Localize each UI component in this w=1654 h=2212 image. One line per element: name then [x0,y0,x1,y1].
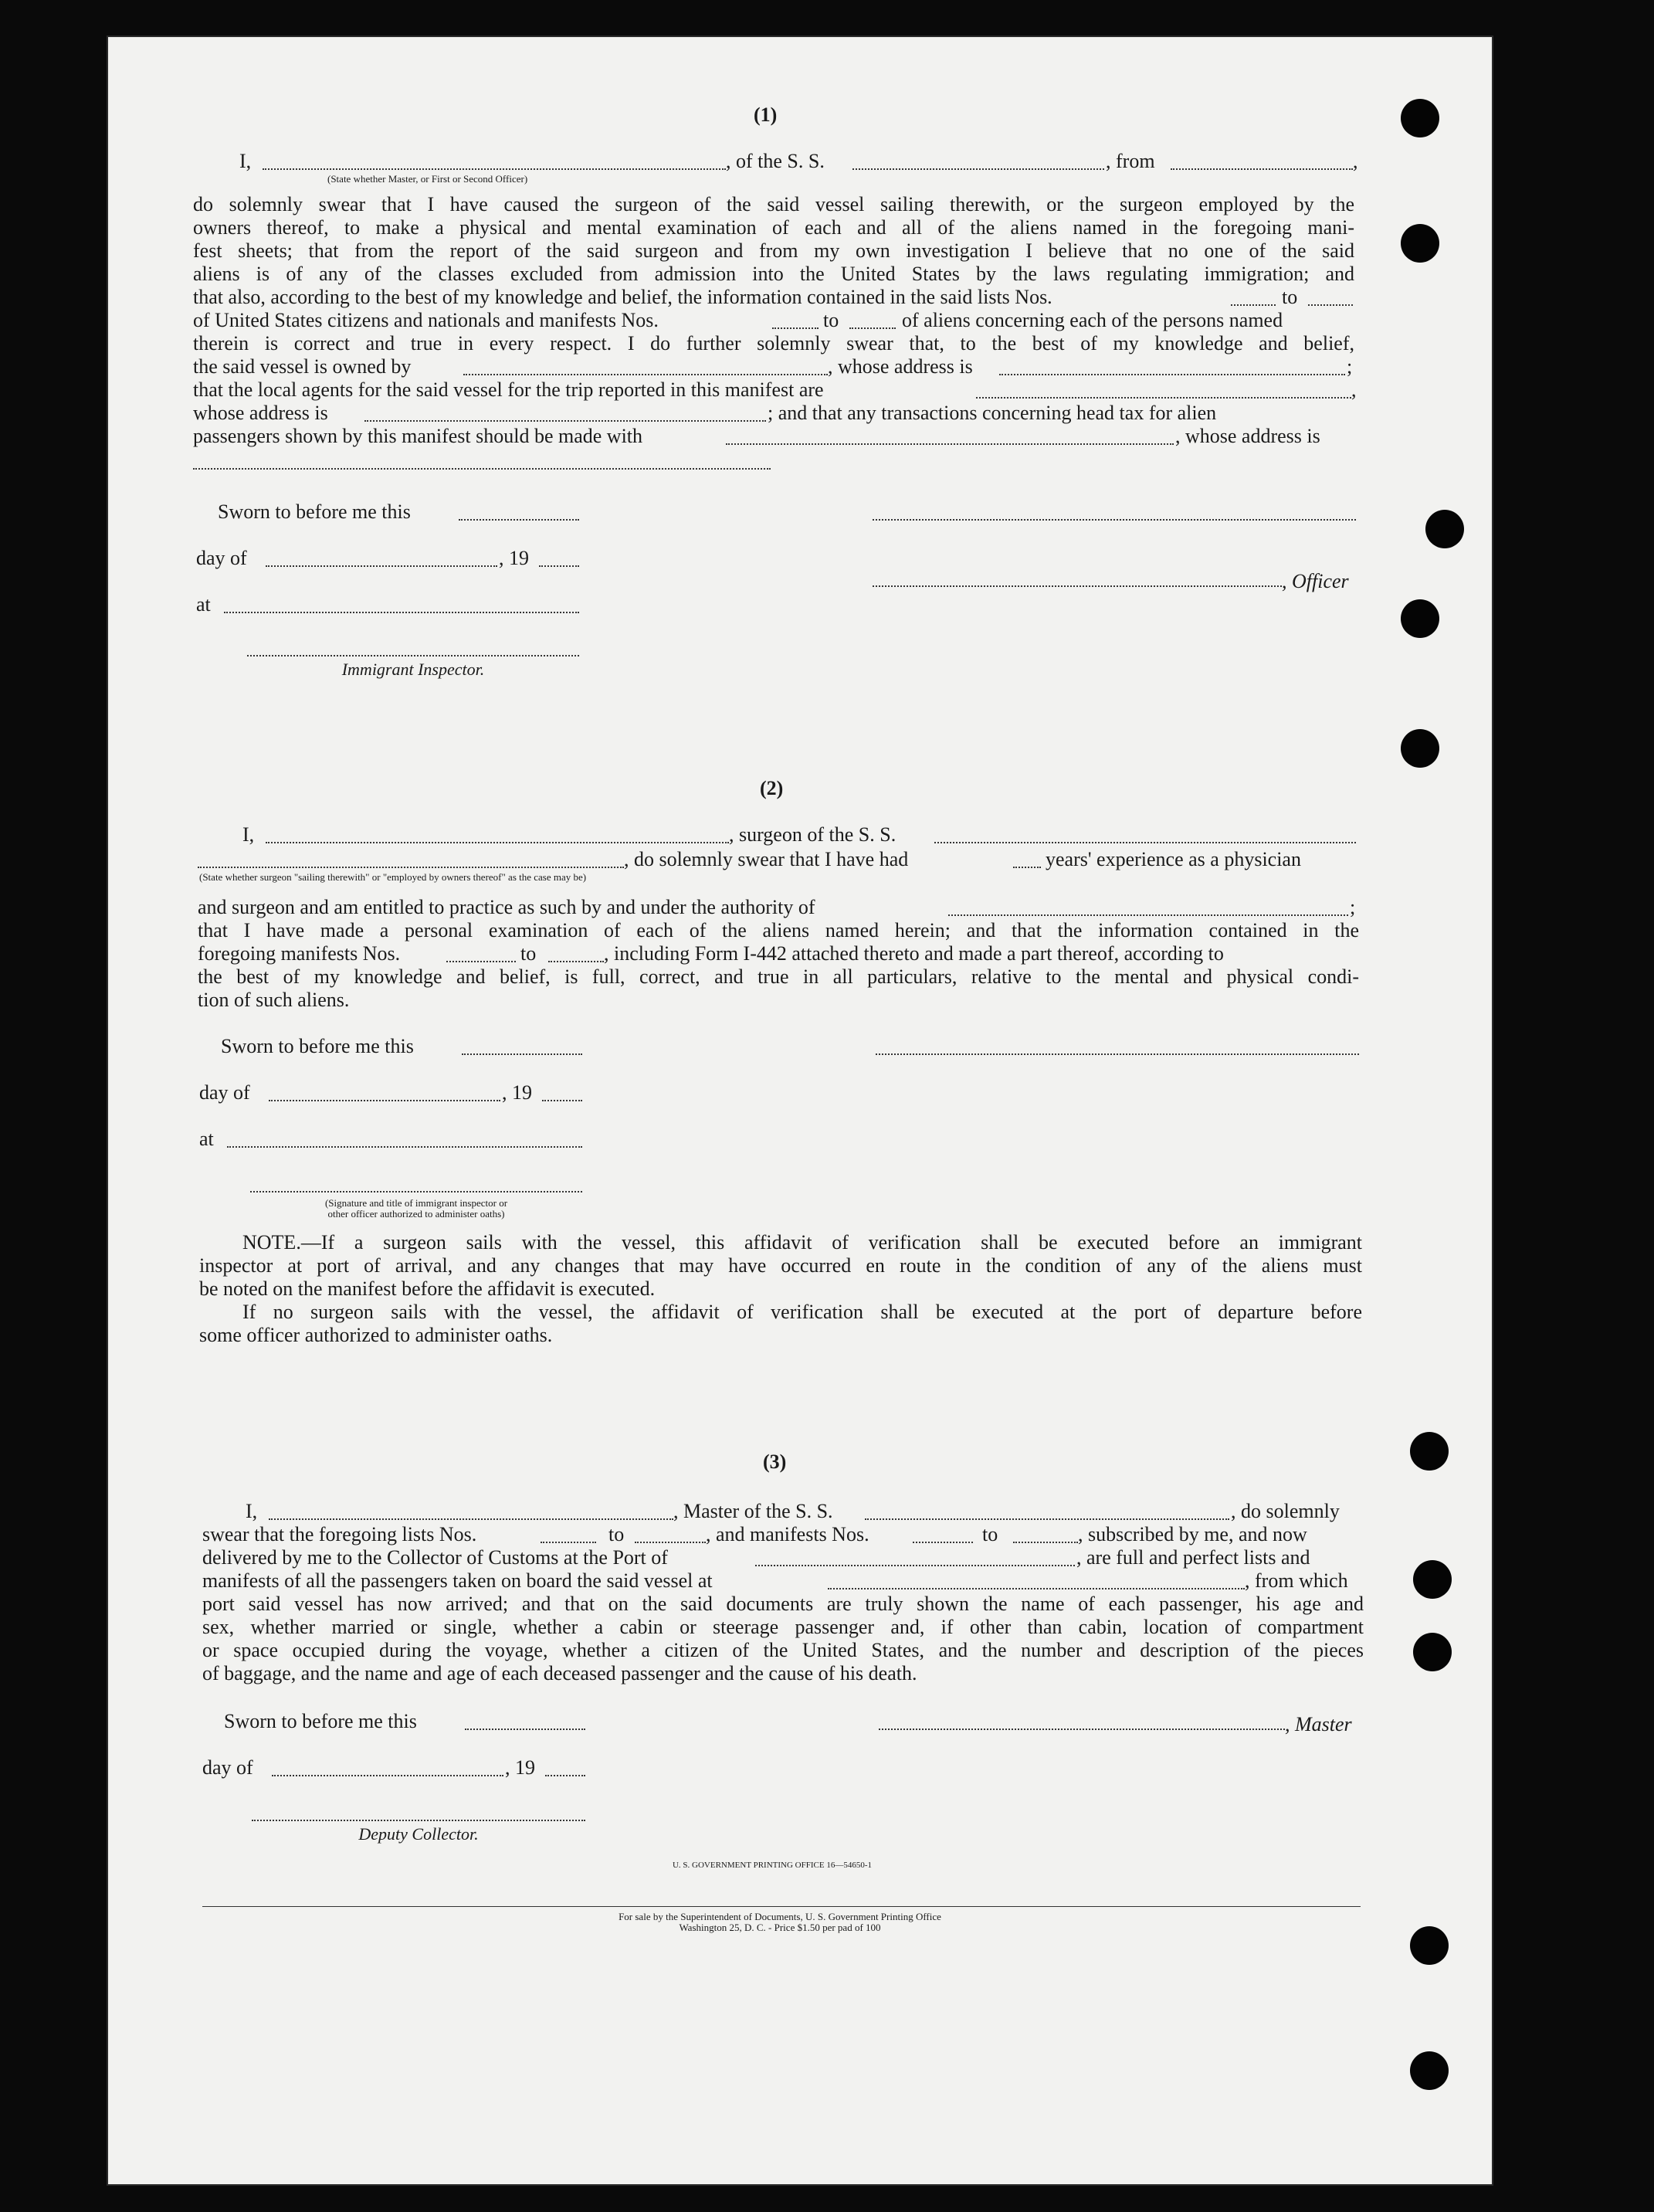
binder-hole [1401,599,1439,638]
s2-year-label: , 19 [502,1081,532,1104]
s1-line6-to: to [823,309,839,331]
blank-s3-vessel[interactable] [865,1518,1229,1520]
s1-line5-to: to [1282,286,1298,308]
binder-hole [1410,1432,1449,1471]
s2-paragraph-line: tion of such aliens. [198,989,350,1011]
blank-inspector-signature[interactable] [247,655,579,656]
blank-s2-inspector-signature[interactable] [250,1191,582,1193]
s2-line5-to: to [520,942,537,965]
blank-year[interactable] [539,565,579,567]
s1-line5-a: that also, according to the best of my knowledge and belief, the information contained in the said lists Nos. [193,286,1052,308]
blank-s3-year[interactable] [545,1775,585,1776]
s2-paragraph-line: that I have made a personal examination of each of the aliens named herein; and that the information contained in the [198,919,1359,941]
s3-line2-to1: to [608,1523,625,1545]
s2-dayof-label: day of [199,1081,250,1104]
s1-line1-end: , [1353,150,1358,172]
note-line: be noted on the manifest before the affidavit is executed. [199,1277,656,1300]
s1-line6-c: of aliens concerning each of the persons named [902,309,1283,331]
blank-owner-field[interactable] [463,374,828,375]
blank-s2-signature[interactable] [876,1053,1359,1055]
officer-label: , Officer [1282,570,1349,592]
footer-divider [202,1906,1361,1907]
s3-line2-c: , and manifests Nos. [706,1523,869,1545]
s2-line1-surgeon: , surgeon of the S. S. [729,823,896,846]
s1-paragraph-line: fest sheets; that from the report of the said surgeon and from my own investigation I believe that no one of the said [193,239,1354,262]
s2-sworn-label: Sworn to before me this [221,1035,414,1057]
s2-line2-b: years' experience as a physician [1046,848,1301,870]
blank-lists-to[interactable] [1308,304,1353,306]
s3-dayof-label: day of [202,1756,253,1779]
s1-paragraph-line: do solemnly swear that I have caused the surgeon of the said vessel sailing therewith, or the surgeon employed by the [193,193,1354,215]
note-line: NOTE.—If a surgeon sails with the vessel, this affidavit of verification shall be executed before an immigrant [242,1231,1362,1254]
s2-line5-a: foregoing manifests Nos. [198,942,401,965]
binder-hole [1413,1633,1452,1671]
s1-line11-b: , whose address is [1175,425,1320,447]
blank-place[interactable] [224,612,579,613]
blank-s3-manifest-from[interactable] [913,1542,973,1543]
blank-manifest-from[interactable] [772,327,819,329]
binder-hole [1410,1926,1449,1965]
s2-caption-inspector-1: (Signature and title of immigrant inspector or [324,1197,508,1209]
s1-line10-b: ; and that any transactions concerning head tax for alien [768,402,1217,424]
s1-line8-a: the said vessel is owned by [193,355,412,378]
s3-year-label: , 19 [505,1756,535,1779]
binder-hole [1401,99,1439,137]
s1-line1-start: I, [239,150,252,172]
s3-line1-start: I, [246,1500,258,1522]
blank-surgeon-type[interactable] [198,867,624,868]
blank-collector-port[interactable] [755,1565,1075,1566]
s1-year-label: , 19 [499,547,529,569]
section-2-number: (2) [760,777,784,799]
s1-sworn-label: Sworn to before me this [218,500,411,523]
blank-s3-lists-from[interactable] [541,1542,596,1543]
blank-officer-field[interactable] [263,168,726,170]
blank-s2-year[interactable] [542,1100,582,1101]
s1-line11-a: passengers shown by this manifest should be made with [193,425,643,447]
master-label: , Master [1285,1713,1352,1735]
blank-sworn-day[interactable] [459,519,579,521]
blank-agents-field[interactable] [976,397,1351,399]
s1-line10-a: whose address is [193,402,328,424]
blank-s3-lists-to[interactable] [635,1542,706,1543]
blank-headtax-address[interactable] [193,468,771,470]
sale-notice-2: Washington 25, D. C. - Price $1.50 per pad of 100 [679,1922,881,1933]
blank-master-name[interactable] [269,1518,673,1520]
s3-paragraph-line: sex, whether married or single, whether a cabin or steerage passenger and, if other than cabin, location of compartment [202,1616,1364,1638]
blank-s2-manifest-to[interactable] [548,961,604,962]
sale-notice-1: For sale by the Superintendent of Documents, U. S. Government Printing Office [619,1911,941,1922]
blank-vessel-field[interactable] [852,168,1104,170]
s2-caption-surgeon: (State whether surgeon "sailing therewith" or "employed by owners thereof" as the case may be) [199,871,587,883]
s1-at-label: at [196,593,211,616]
s3-paragraph-line: of baggage, and the name and age of each deceased passenger and the cause of his death. [202,1662,917,1684]
s1-line8-c: ; [1347,355,1353,378]
binder-hole [1410,2051,1449,2090]
s2-at-label: at [199,1128,214,1150]
s2-line2-a: , do solemnly swear that I have had [624,848,909,870]
blank-s2-place[interactable] [227,1146,582,1148]
section-3-number: (3) [763,1450,787,1473]
blank-month[interactable] [266,565,497,567]
blank-surgeon-name[interactable] [266,842,729,843]
s3-line2-e: , subscribed by me, and now [1078,1523,1307,1545]
s1-line9-b: , [1351,378,1357,401]
s3-paragraph-line: or space occupied during the voyage, whether a citizen of the United States, and the number and description of the pieces [202,1639,1364,1661]
s3-paragraph-line: port said vessel has now arrived; and that on the said documents are truly shown the name of each passenger, his age and [202,1593,1364,1615]
s3-line1-master: , Master of the S. S. [673,1500,833,1522]
s1-line1-ofss: , of the S. S. [726,150,825,172]
blank-s2-vessel[interactable] [934,842,1356,843]
s1-line8-b: , whose address is [828,355,973,378]
s1-line1-from: , from [1106,150,1155,172]
s1-caption-officer: (State whether Master, or First or Second Officer) [327,173,528,185]
blank-from-field[interactable] [1171,168,1353,170]
s3-line2-to2: to [982,1523,998,1545]
blank-years-experience[interactable] [1013,867,1041,868]
gpo-imprint: U. S. GOVERNMENT PRINTING OFFICE 16—54650-1 [672,1861,872,1870]
blank-authority[interactable] [948,914,1348,916]
s3-line2-a: swear that the foregoing lists Nos. [202,1523,477,1545]
blank-collector-signature[interactable] [252,1820,585,1821]
s3-sworn-label: Sworn to before me this [224,1710,417,1732]
blank-lists-from[interactable] [1231,304,1276,306]
s2-caption-inspector-2: other officer authorized to administer oaths) [327,1208,505,1220]
blank-s3-manifest-to[interactable] [1013,1542,1078,1543]
s1-line9-a: that the local agents for the said vessel for the trip reported in this manifest are [193,378,824,401]
immigrant-inspector-label: Immigrant Inspector. [341,660,485,679]
s3-line1-end: , do solemnly [1231,1500,1340,1522]
blank-departure-port[interactable] [828,1588,1245,1589]
blank-headtax-field[interactable] [726,443,1174,445]
blank-agents-address[interactable] [364,420,766,422]
blank-s3-sworn-day[interactable] [465,1729,585,1730]
s3-line4-b: , from which [1245,1569,1348,1592]
binder-hole [1413,1560,1452,1599]
blank-master-signature[interactable] [879,1729,1285,1730]
binder-hole [1401,729,1439,768]
s1-dayof-label: day of [196,547,247,569]
s2-line3-a: and surgeon and am entitled to practice as such by and under the authority of [198,896,815,918]
note-line: inspector at port of arrival, and any changes that may have occurred en route in the condition of any of the aliens must [199,1254,1362,1277]
s3-line4-a: manifests of all the passengers taken on board the said vessel at [202,1569,713,1592]
s1-paragraph-line: therein is correct and true in every respect. I do further solemnly swear that, to the best of my knowledge and belief, [193,332,1354,355]
deputy-collector-label: Deputy Collector. [358,1824,479,1844]
s3-line3-b: , are full and perfect lists and [1076,1546,1310,1569]
s2-line1-start: I, [242,823,255,846]
s3-line3-a: delivered by me to the Collector of Customs at the Port of [202,1546,668,1569]
blank-signature-line[interactable] [873,519,1356,521]
s1-paragraph-line: owners thereof, to make a physical and mental examination of each and all of the aliens named in the foregoing mani- [193,216,1354,239]
blank-owner-address[interactable] [999,374,1345,375]
blank-s2-month[interactable] [269,1100,500,1101]
note-line: If no surgeon sails with the vessel, the affidavit of verification shall be executed at the port of departure before [242,1301,1362,1323]
s2-line3-b: ; [1350,896,1356,918]
section-1-number: (1) [754,103,778,126]
blank-officer-signature[interactable] [873,585,1282,587]
s2-line5-c: , including Form I-442 attached thereto and made a part thereof, according to [604,942,1224,965]
s1-line6-a: of United States citizens and nationals and manifests Nos. [193,309,659,331]
binder-hole [1425,510,1464,548]
blank-s2-manifest-from[interactable] [446,961,516,962]
blank-s2-sworn-day[interactable] [462,1053,582,1055]
s2-paragraph-line: the best of my knowledge and belief, is full, correct, and true in all particulars, relative to the mental and physical condi- [198,965,1359,988]
binder-hole [1401,224,1439,263]
s1-paragraph-line: aliens is of any of the classes excluded from admission into the United States by the laws regulating immigration; and [193,263,1354,285]
blank-s3-month[interactable] [272,1775,503,1776]
note-line: some officer authorized to administer oaths. [199,1324,553,1346]
blank-manifest-to[interactable] [849,327,896,329]
